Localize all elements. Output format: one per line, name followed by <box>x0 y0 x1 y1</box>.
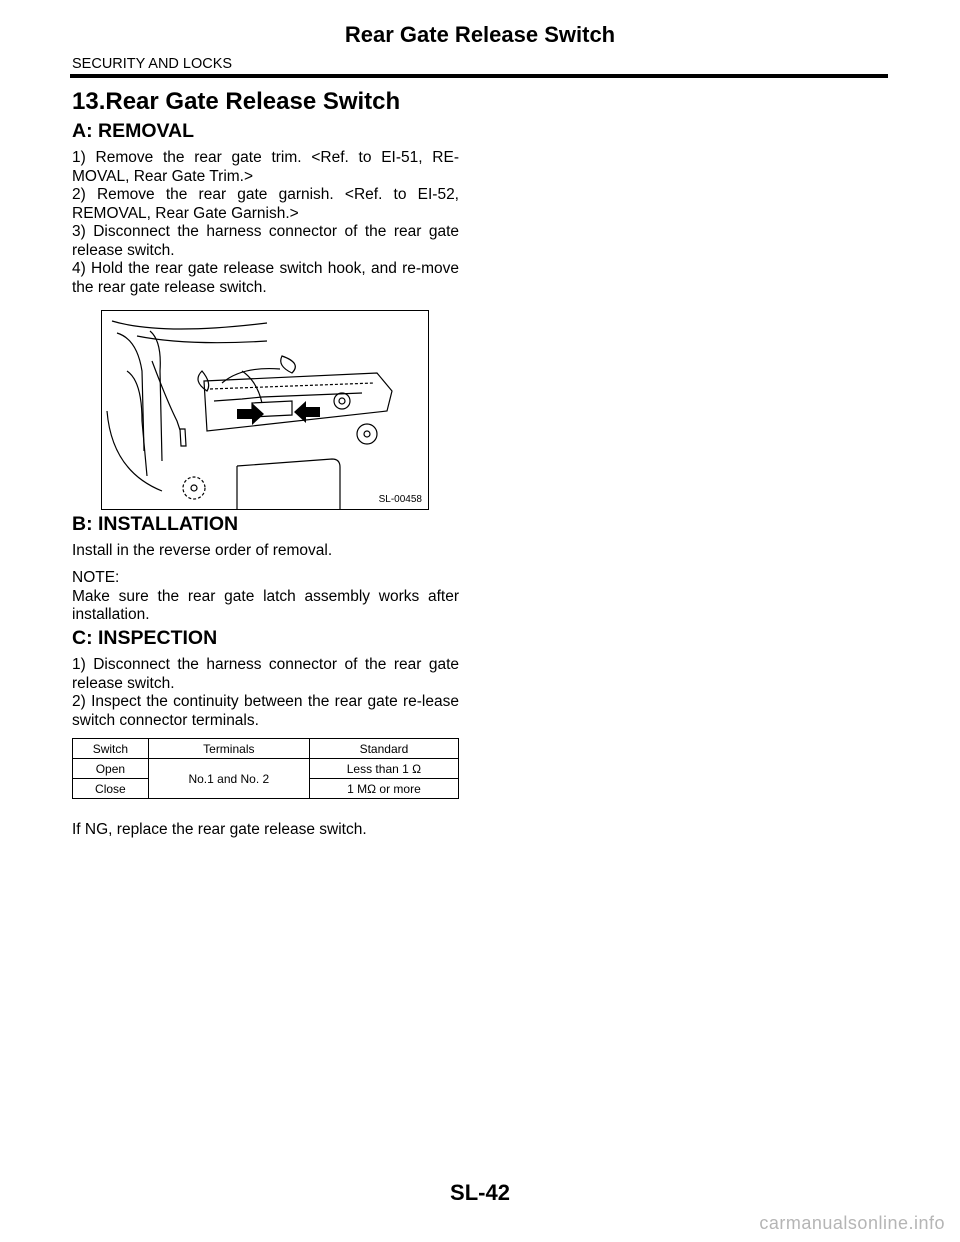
page-number: SL-42 <box>450 1180 510 1205</box>
removal-illustration <box>101 310 429 510</box>
inspection-result: If NG, replace the rear gate release switch. <box>72 821 367 838</box>
note-text: Make sure the rear gate latch assembly works after installation. <box>72 587 459 623</box>
header-cell-standard: Standard <box>309 739 458 759</box>
inspection-heading: C: INSPECTION <box>72 627 218 649</box>
note-label: NOTE: <box>72 569 120 586</box>
figure-code: SL-00458 <box>378 494 422 505</box>
removal-step-1: 1) Remove the rear gate trim. <Ref. to EI-51, RE-MOVAL, Rear Gate Trim.> <box>72 149 459 185</box>
inspection-step-2: 2) Inspect the continuity between the rear gate re-lease switch connector terminals. <box>72 693 459 729</box>
header-cell-terminals: Terminals <box>148 739 309 759</box>
cell-switch-open: Open <box>73 759 149 779</box>
installation-heading: B: INSTALLATION <box>72 513 239 535</box>
page-header-title: Rear Gate Release Switch <box>344 22 616 47</box>
removal-step-2: 2) Remove the rear gate garnish. <Ref. to EI-52, REMOVAL, Rear Gate Garnish.> <box>72 186 459 222</box>
installation-text: Install in the reverse order of removal. <box>72 542 333 559</box>
removal-steps <box>72 149 459 297</box>
inspection-step-1: 1) Disconnect the harness connector of the rear gate release switch. <box>72 656 459 692</box>
section-name: SECURITY AND LOCKS <box>72 56 233 72</box>
header-divider <box>70 74 888 78</box>
removal-step-4: 4) Hold the rear gate release switch hook, and re-move the rear gate release switch. <box>72 260 459 296</box>
removal-step-3: 3) Disconnect the harness connector of the rear gate release switch. <box>72 223 459 259</box>
cell-terminals: No.1 and No. 2 <box>148 759 309 799</box>
note-block <box>72 569 459 625</box>
header-cell-switch: Switch <box>73 739 149 759</box>
table-header-row <box>73 739 459 759</box>
continuity-table <box>72 738 459 799</box>
cell-standard-close: 1 MΩ or more <box>309 779 458 799</box>
table-row <box>73 759 459 779</box>
cell-switch-close: Close <box>73 779 149 799</box>
cell-standard-open: Less than 1 Ω <box>309 759 458 779</box>
main-title: 13.Rear Gate Release Switch <box>72 88 401 115</box>
switch-diagram-drawing <box>102 311 428 509</box>
removal-heading: A: REMOVAL <box>72 120 195 142</box>
inspection-steps <box>72 656 459 730</box>
watermark: carmanualsonline.info <box>759 1213 945 1233</box>
